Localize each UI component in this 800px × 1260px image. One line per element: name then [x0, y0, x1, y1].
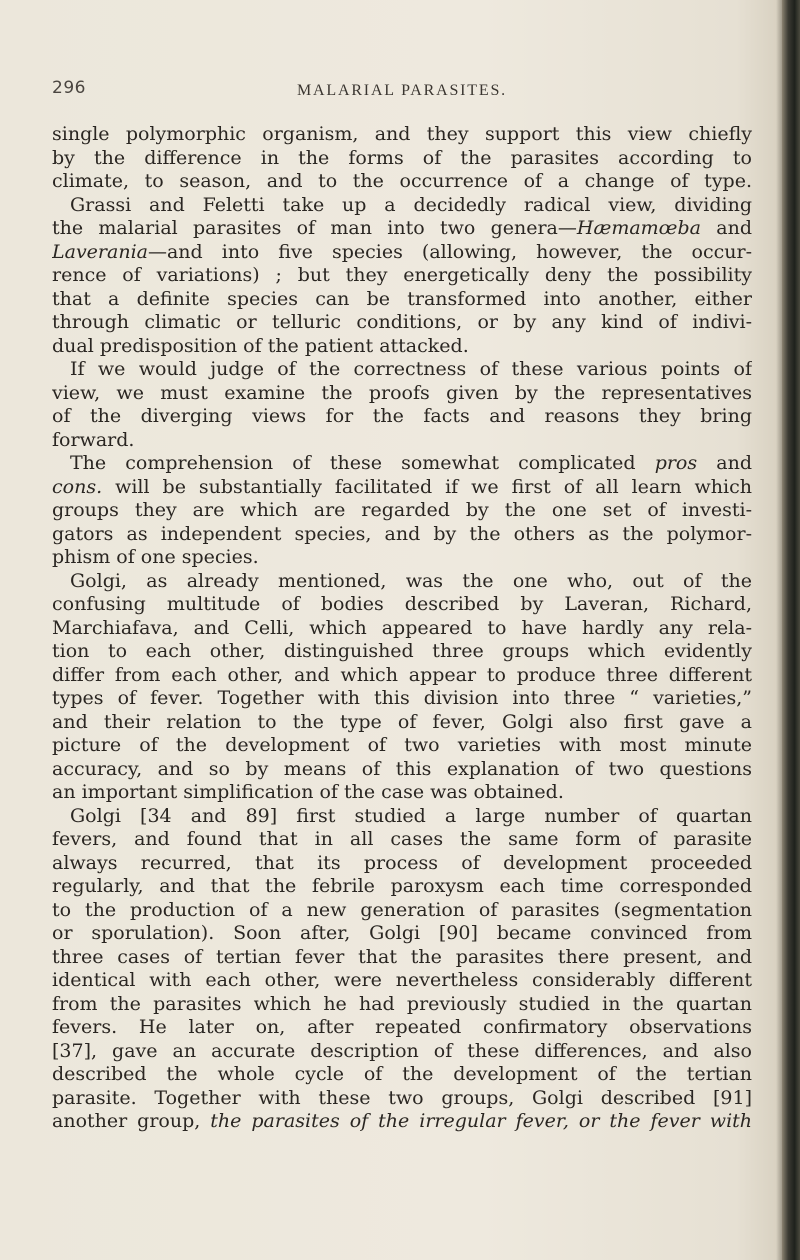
text-line [52, 664, 752, 688]
text-line [52, 711, 752, 735]
line-text: will be substantially facilitated if we first of all learn which [102, 475, 752, 498]
text-line [52, 194, 752, 218]
running-head: MALARIAL PARASITES. [297, 82, 507, 99]
text-line [52, 241, 752, 265]
book-spine [782, 0, 800, 1260]
line-text: Golgi [34 and 89] first studied a large number of quartan [70, 804, 752, 827]
line-text: phism of one species. [52, 546, 259, 568]
line-text: fevers, and found that in all cases the same form of parasite [52, 828, 752, 850]
text-line [52, 546, 752, 570]
text-line [52, 1040, 752, 1064]
text-line [52, 358, 752, 382]
text-line [52, 734, 752, 758]
line-text: forward. [52, 428, 135, 451]
text-line [52, 452, 752, 476]
text-line [52, 499, 752, 523]
line-text: gators as independent species, and by the others as the polymor- [52, 522, 752, 545]
line-text: the malarial parasites of man into two genera— [52, 217, 577, 239]
italic-text: cons. [52, 475, 103, 498]
line-text: If we would judge of the correctness of these various points of [70, 358, 752, 380]
text-line [52, 852, 752, 876]
line-text: described the whole cycle of the development of the tertian [52, 1063, 752, 1085]
line-text: of the diverging views for the facts and reasons they bring [52, 405, 752, 427]
line-text: that a definite species can be transformed into another, either [52, 287, 752, 310]
line-text: dual predisposition of the patient attacked. [52, 334, 469, 357]
text-line [52, 781, 752, 805]
text-line [52, 758, 752, 782]
line-text: The comprehension of these somewhat complicated [70, 452, 655, 474]
text-line [52, 687, 752, 711]
line-text: through climatic or telluric conditions, or by any kind of indivi- [52, 311, 752, 333]
text-line [52, 875, 752, 899]
text-line [52, 123, 752, 147]
text-line [52, 993, 752, 1017]
line-text: another group, [52, 1110, 211, 1132]
line-text: parasite. Together with these two groups, Golgi described [91] [52, 1086, 752, 1109]
line-text: to the production of a new generation of parasites (segmentation [52, 898, 752, 921]
text-line [52, 523, 752, 547]
line-text: —and into five species (allowing, however, the occur- [147, 240, 752, 263]
text-line [52, 1016, 752, 1040]
line-text: accuracy, and so by means of this explanation of two questions [52, 757, 752, 780]
italic-text: Laverania [52, 240, 148, 263]
line-text: confusing multitude of bodies described by Laveran, Richard, [52, 593, 752, 615]
line-text-after: and [697, 452, 752, 474]
text-line [52, 264, 752, 288]
text-line [52, 170, 752, 194]
text-line [52, 405, 752, 429]
line-text: by the difference in the forms of the parasites according to [52, 146, 752, 169]
line-text: single polymorphic organism, and they support this view chiefly [52, 123, 752, 145]
text-line [52, 217, 752, 241]
text-line [52, 640, 752, 664]
text-line [52, 382, 752, 406]
line-text: types of fever. Together with this division into three “ varieties,” [52, 687, 752, 709]
line-text: an important simplification of the case was obtained. [52, 781, 564, 803]
text-line [52, 617, 752, 641]
text-line [52, 946, 752, 970]
line-text: three cases of tertian fever that the parasites there present, and [52, 945, 752, 968]
text-line [52, 1063, 752, 1087]
line-text: from the parasites which he had previously studied in the quartan [52, 992, 752, 1015]
text-line [52, 593, 752, 617]
line-text: view, we must examine the proofs given by the representatives [52, 381, 752, 404]
line-text: [37], gave an accurate description of these differences, and also [52, 1039, 752, 1062]
text-line [52, 922, 752, 946]
line-text: always recurred, that its process of development proceeded [52, 851, 752, 874]
line-text: identical with each other, were nevertheless considerably different [52, 969, 752, 991]
line-text: climate, to season, and to the occurrence of a change of type. [52, 170, 752, 192]
line-text: rence of variations) ; but they energetically deny the possibility [52, 264, 752, 286]
line-text: regularly, and that the febrile paroxysm each time corresponded [52, 875, 752, 897]
text-line [52, 1110, 752, 1134]
italic-text: the parasites of the irregular fever, or the fever with [210, 1110, 752, 1132]
line-text: Marchiafava, and Celli, which appeared to have hardly any rela- [52, 616, 752, 639]
text-line [52, 828, 752, 852]
text-line [52, 476, 752, 500]
page-header [52, 78, 752, 108]
text-line [52, 805, 752, 829]
line-text: fevers. He later on, after repeated confirmatory observations [52, 1016, 752, 1038]
text-line [52, 288, 752, 312]
text-line [52, 335, 752, 359]
text-line [52, 570, 752, 594]
line-text: or sporulation). Soon after, Golgi [90] became convinced from [52, 922, 752, 944]
line-text: Grassi and Feletti take up a decidedly radical view, dividing [70, 193, 752, 216]
text-line [52, 311, 752, 335]
text-line [52, 899, 752, 923]
line-text: picture of the development of two varieties with most minute [52, 734, 752, 756]
text-line [52, 1087, 752, 1111]
line-text: and their relation to the type of fever, Golgi also first gave a [52, 710, 752, 733]
italic-text: Hæmamœba [576, 217, 701, 239]
body-text [52, 123, 752, 1134]
line-text: differ from each other, and which appear to produce three different [52, 663, 752, 686]
page-number: 296 [52, 78, 86, 98]
italic-text: pros [654, 452, 698, 474]
line-text: groups they are which are regarded by the one set of investi- [52, 499, 752, 521]
line-text: Golgi, as already mentioned, was the one who, out of the [70, 569, 752, 592]
text-line [52, 429, 752, 453]
text-line [52, 147, 752, 171]
text-line [52, 969, 752, 993]
line-text: tion to each other, distinguished three groups which evidently [52, 640, 752, 662]
line-text-after: and [700, 217, 752, 239]
